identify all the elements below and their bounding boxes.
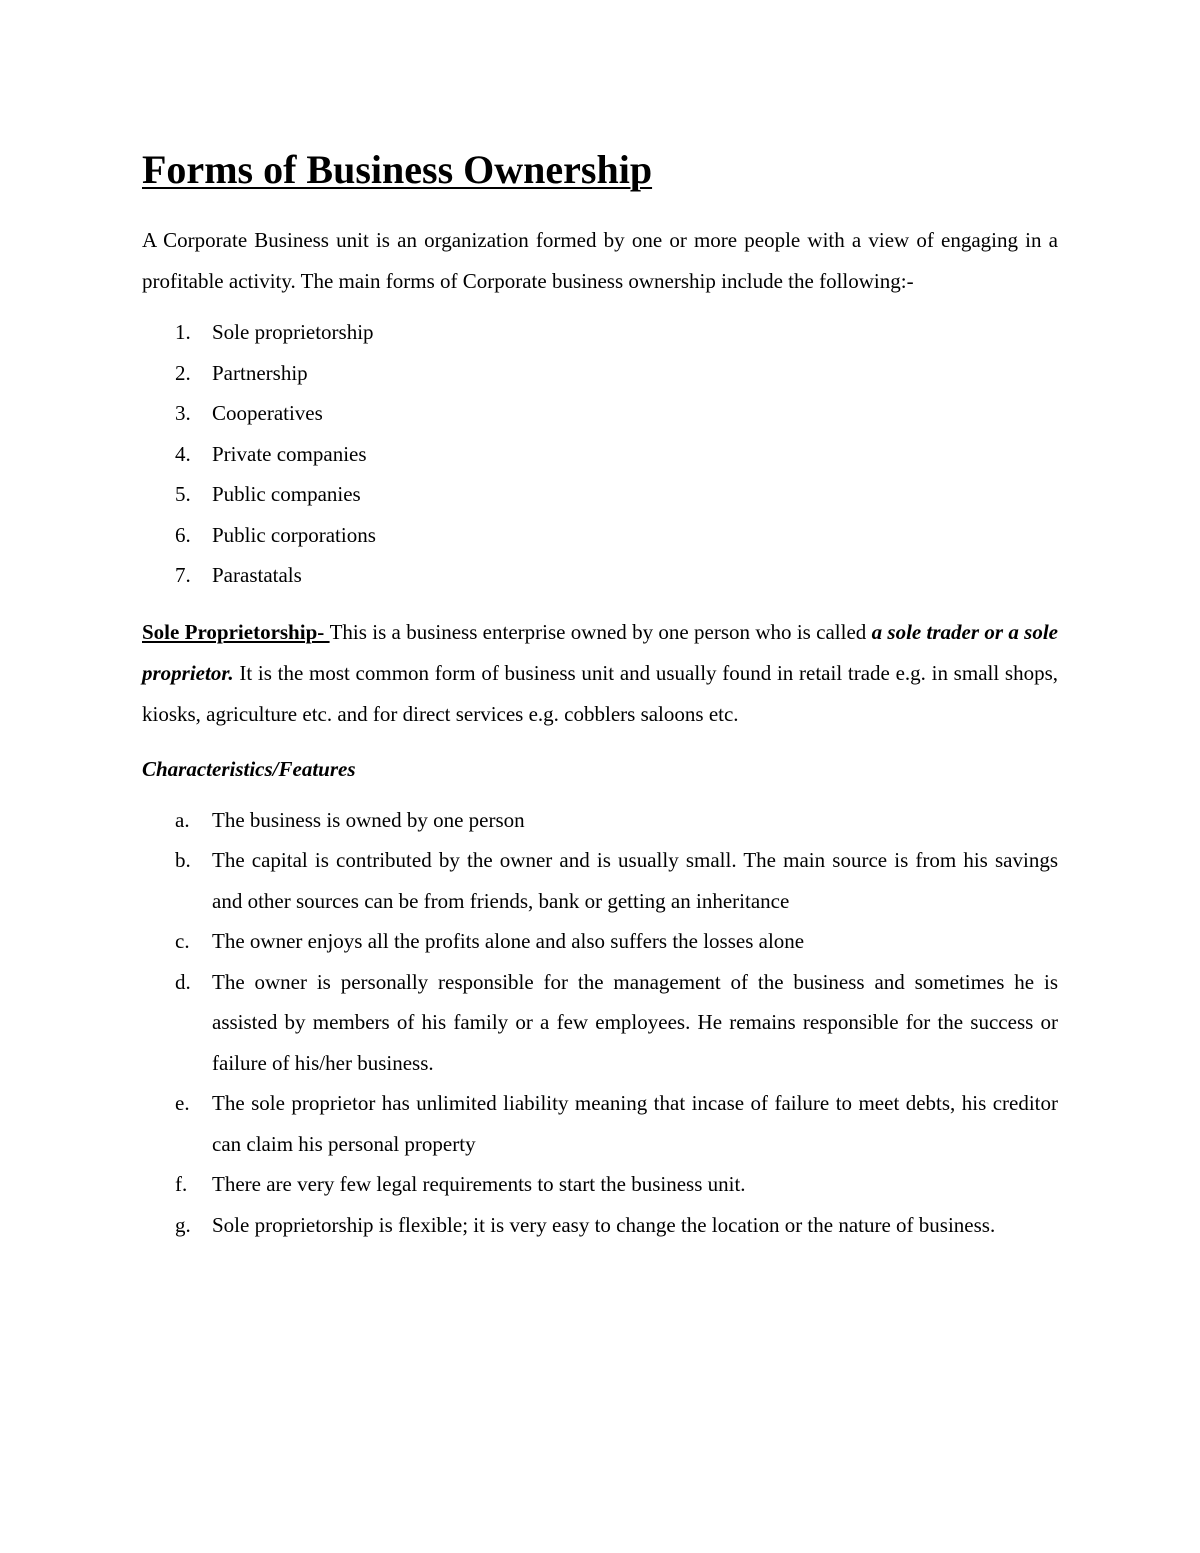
features-list: [142, 800, 1058, 1246]
list-item-text: The sole proprietor has unlimited liability meaning that incase of failure to meet debts, his creditor can claim his personal property: [212, 1091, 1058, 1156]
list-item-text: Sole proprietorship is flexible; it is very easy to change the location or the nature of business.: [212, 1212, 996, 1237]
list-item: [142, 515, 1058, 556]
list-item: [142, 1205, 1058, 1246]
list-marker: 3.: [175, 401, 191, 425]
list-marker: 4.: [175, 441, 191, 466]
list-item: [142, 474, 1058, 515]
list-item: [142, 840, 1058, 921]
list-item: [142, 353, 1058, 394]
list-marker: g.: [175, 1212, 191, 1237]
list-marker: a.: [175, 807, 190, 832]
list-item-text: There are very few legal requirements to start the business unit.: [212, 1172, 746, 1196]
list-marker: c.: [175, 929, 190, 953]
sole-emphasis: a sole trader or a sole proprietor.: [142, 619, 1059, 685]
list-item: [142, 921, 1058, 962]
list-item-text: Private companies: [212, 441, 367, 466]
list-marker: f.: [175, 1172, 188, 1196]
list-item-text: The owner enjoys all the profits alone and also suffers the losses alone: [212, 929, 805, 953]
list-marker: 1.: [175, 320, 191, 344]
features-heading: Characteristics/Features: [142, 756, 356, 781]
list-marker: b.: [175, 848, 191, 872]
list-item-text: Cooperatives: [212, 401, 323, 425]
list-item-text: Sole proprietorship: [212, 320, 374, 344]
list-marker: 2.: [175, 360, 191, 385]
list-marker: 6.: [175, 522, 191, 547]
list-item-text: Parastatals: [212, 563, 302, 587]
sole-text-2: It is the most common form of business unit and usually found in retail trade e.g. in small shops, kiosks, agriculture etc. and for direct services e.g. cobblers saloons etc.: [142, 660, 1058, 726]
list-item: [142, 555, 1058, 596]
list-marker: e.: [175, 1091, 190, 1115]
list-marker: 5.: [175, 482, 191, 506]
list-item: [142, 1164, 1058, 1205]
list-item-text: Partnership: [212, 360, 308, 385]
list-item-text: Public companies: [212, 482, 361, 506]
list-item-text: The capital is contributed by the owner and is usually small. The main source is from his savings and other sources can be from friends, bank or getting an inheritance: [212, 848, 1058, 913]
list-item-text: The business is owned by one person: [212, 807, 525, 832]
list-item: [142, 1083, 1058, 1164]
document-page: [142, 140, 1058, 1245]
list-marker: 7.: [175, 563, 191, 587]
page-title: Forms of Business Ownership: [142, 147, 653, 192]
list-item-text: Public corporations: [212, 522, 376, 547]
sole-proprietorship-paragraph: [142, 612, 1058, 735]
intro-paragraph: A Corporate Business unit is an organization formed by one or more people with a view of engaging in a profitable activity. The main forms of Corporate business ownership include the following:-: [142, 228, 1058, 293]
list-item: [142, 434, 1058, 475]
forms-list: [142, 312, 1058, 596]
list-marker: d.: [175, 969, 191, 994]
list-item: [142, 800, 1058, 841]
list-item: [142, 312, 1058, 353]
sole-proprietorship-heading: Sole Proprietorship-: [142, 619, 330, 644]
list-item: [142, 393, 1058, 434]
list-item: [142, 962, 1058, 1084]
list-item-text: The owner is personally responsible for the management of the business and sometimes he is assisted by members of his family or a few employees. He remains responsible for the success or failure of his/her business.: [212, 969, 1058, 1075]
sole-text-1: This is a business enterprise owned by one person who is called: [329, 619, 872, 644]
